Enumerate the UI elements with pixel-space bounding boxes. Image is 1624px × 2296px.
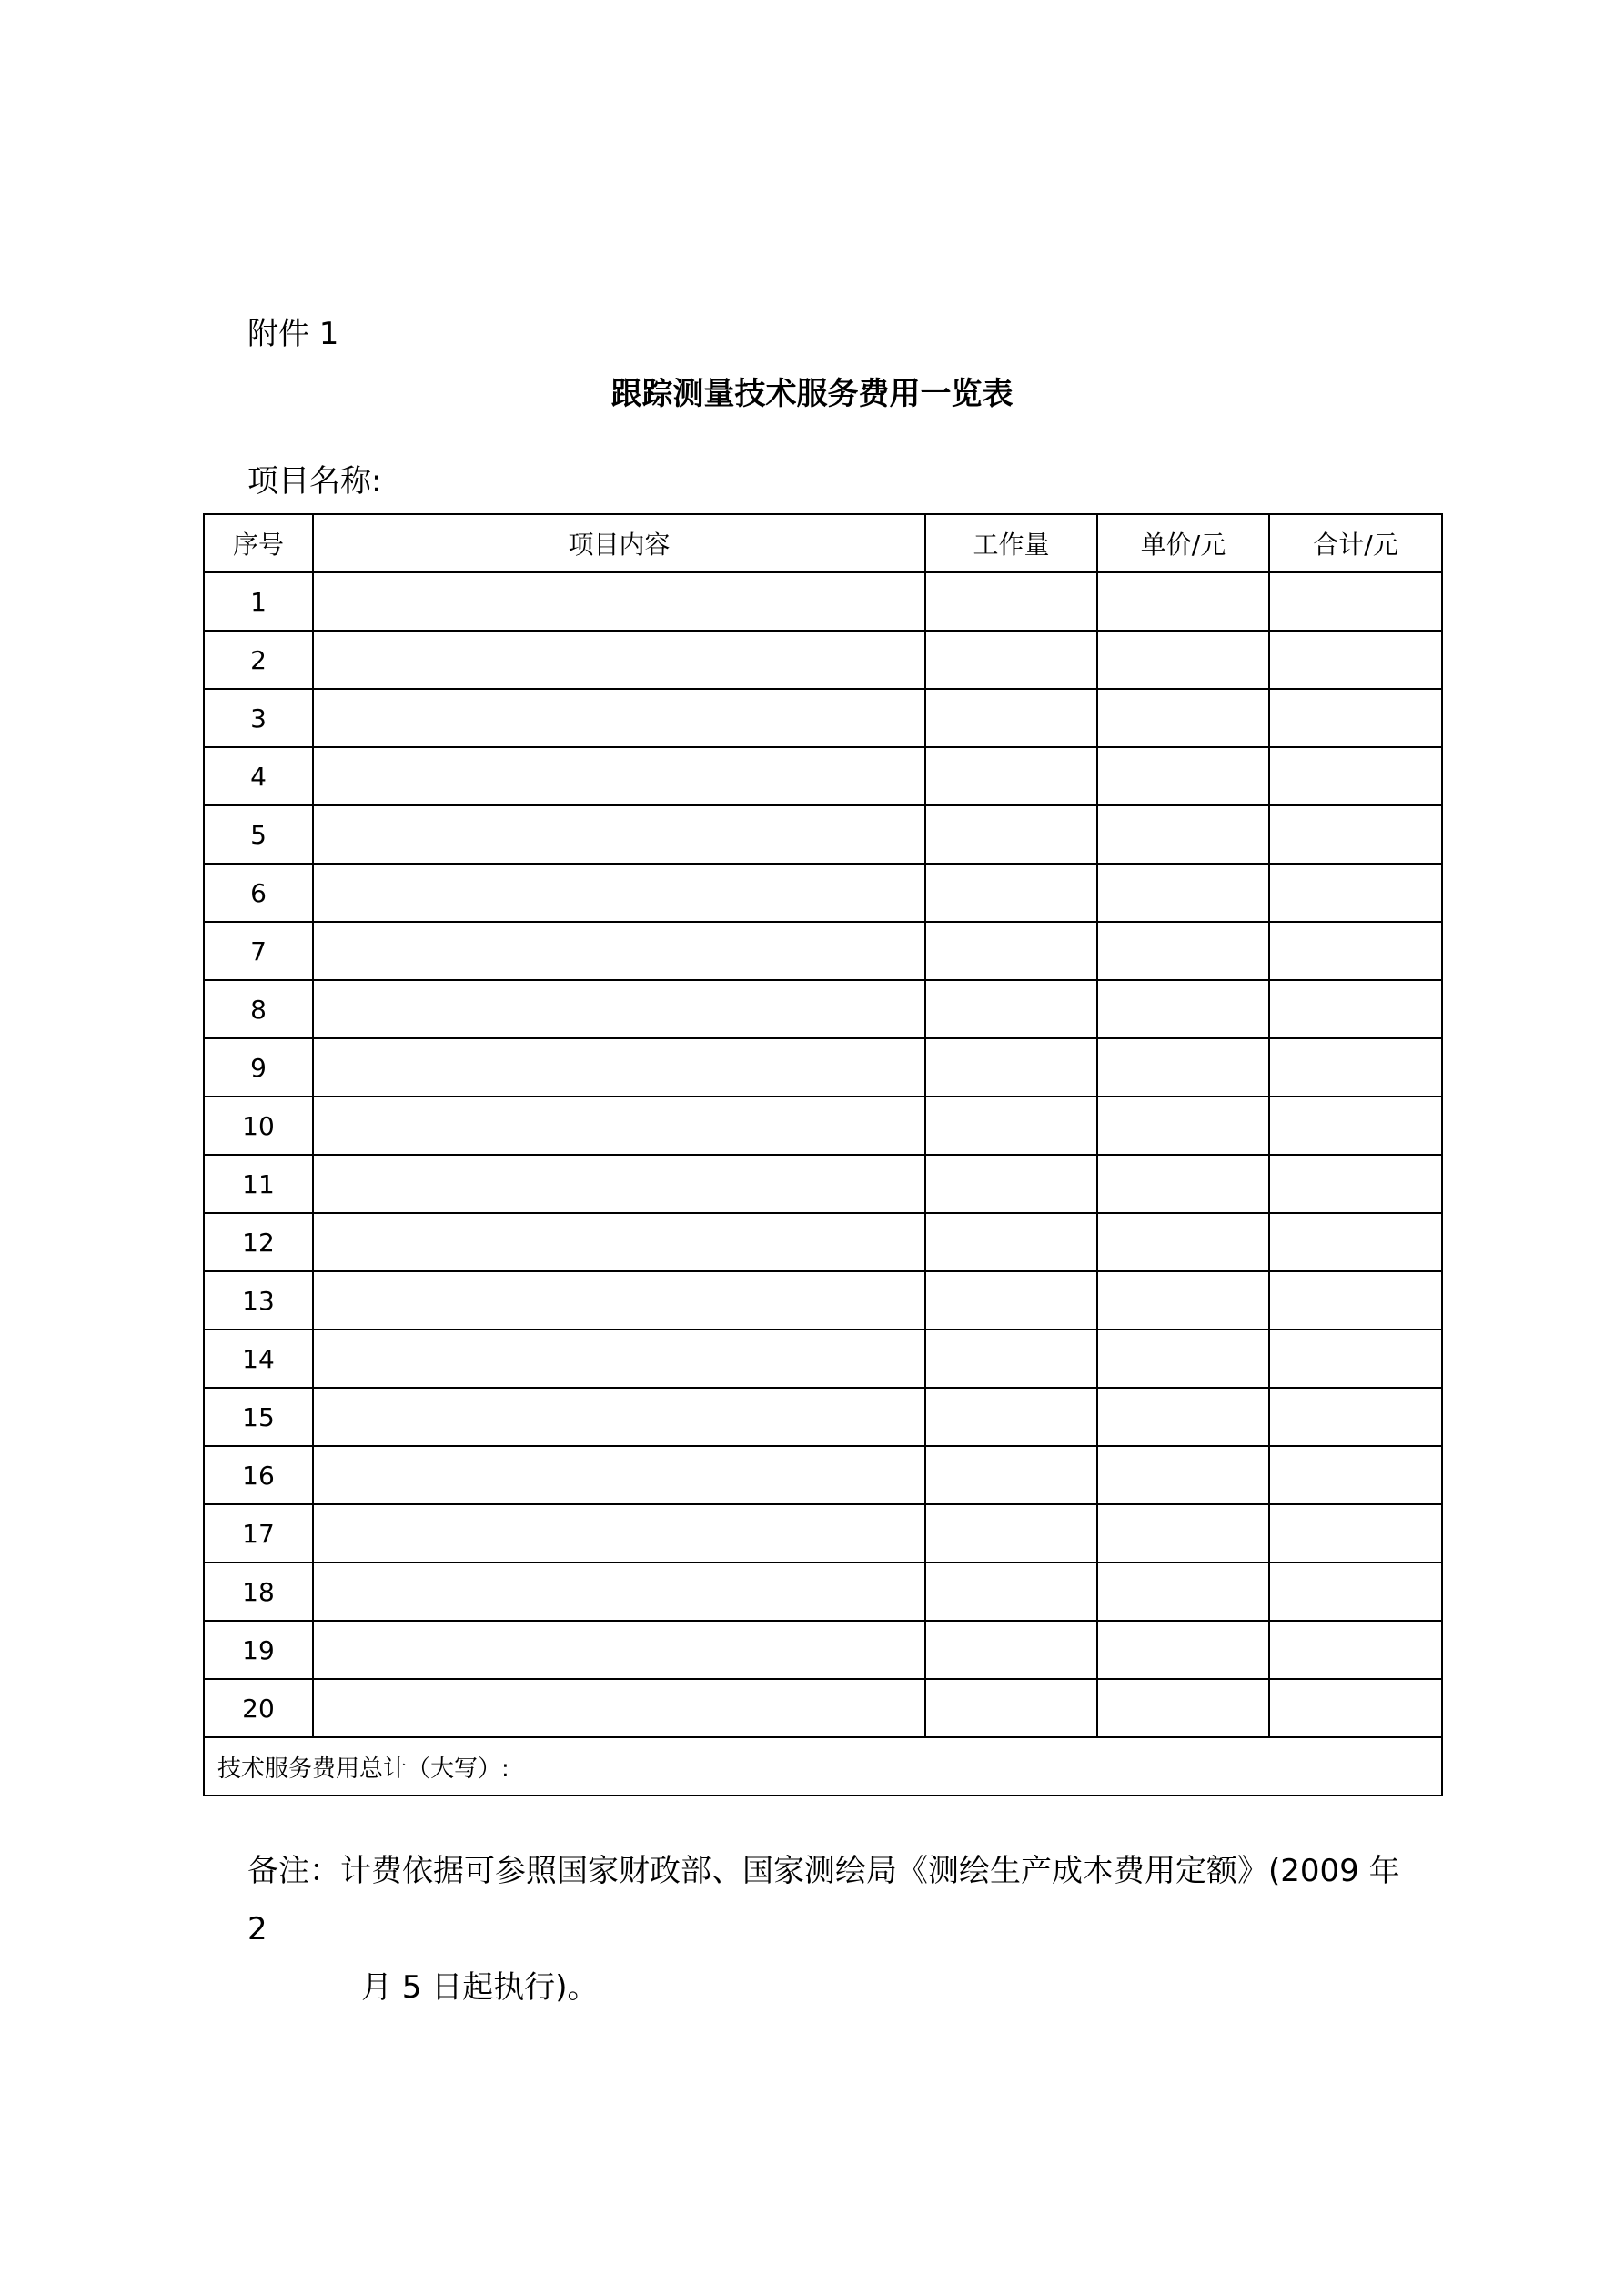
cell-unit-price <box>1097 572 1269 631</box>
cell-total <box>1269 747 1442 805</box>
cell-total <box>1269 1038 1442 1097</box>
cell-unit-price <box>1097 980 1269 1038</box>
cell-no: 15 <box>204 1388 313 1446</box>
cell-no: 9 <box>204 1038 313 1097</box>
cell-workload <box>925 1038 1097 1097</box>
cell-no: 2 <box>204 631 313 689</box>
table-row <box>204 1679 1442 1737</box>
table-header-row <box>204 514 1442 572</box>
cell-no: 11 <box>204 1155 313 1213</box>
cell-total <box>1269 980 1442 1038</box>
cell-workload <box>925 805 1097 864</box>
total-row <box>204 1737 1442 1795</box>
cell-content <box>313 1213 925 1271</box>
table-row <box>204 1330 1442 1388</box>
cell-unit-price <box>1097 1213 1269 1271</box>
cell-workload <box>925 1097 1097 1155</box>
cell-content <box>313 1271 925 1330</box>
cell-content <box>313 1679 925 1737</box>
cell-unit-price <box>1097 805 1269 864</box>
table-row <box>204 1504 1442 1563</box>
table-row <box>204 572 1442 631</box>
total-label: 技术服务费用总计（大写）: <box>204 1737 1442 1795</box>
cell-workload <box>925 864 1097 922</box>
cell-content <box>313 1563 925 1621</box>
note-line-2: 月 5 日起执行)。 <box>361 1969 599 2006</box>
cell-content <box>313 1097 925 1155</box>
column-header-no: 序号 <box>204 514 313 572</box>
cell-total <box>1269 689 1442 747</box>
cell-unit-price <box>1097 1679 1269 1737</box>
table-row <box>204 1213 1442 1271</box>
cell-unit-price <box>1097 1155 1269 1213</box>
note <box>247 1842 1421 2017</box>
cell-content <box>313 864 925 922</box>
cell-total <box>1269 1504 1442 1563</box>
table-row <box>204 1271 1442 1330</box>
table-row <box>204 980 1442 1038</box>
cell-total <box>1269 1155 1442 1213</box>
cell-unit-price <box>1097 1446 1269 1504</box>
cell-unit-price <box>1097 689 1269 747</box>
cell-no: 18 <box>204 1563 313 1621</box>
cell-content <box>313 1504 925 1563</box>
table-row <box>204 864 1442 922</box>
cell-content <box>313 1330 925 1388</box>
cell-workload <box>925 689 1097 747</box>
cell-total <box>1269 805 1442 864</box>
cell-workload <box>925 1504 1097 1563</box>
cell-content <box>313 689 925 747</box>
cell-workload <box>925 572 1097 631</box>
cell-workload <box>925 1330 1097 1388</box>
table-row <box>204 1038 1442 1097</box>
cell-total <box>1269 1621 1442 1679</box>
cell-workload <box>925 1213 1097 1271</box>
cell-unit-price <box>1097 747 1269 805</box>
column-header-unit-price: 单价/元 <box>1097 514 1269 572</box>
cell-workload <box>925 1271 1097 1330</box>
cell-workload <box>925 747 1097 805</box>
cell-workload <box>925 1679 1097 1737</box>
cell-no: 16 <box>204 1446 313 1504</box>
cell-unit-price <box>1097 1330 1269 1388</box>
table-row <box>204 631 1442 689</box>
cell-total <box>1269 1388 1442 1446</box>
cell-workload <box>925 1155 1097 1213</box>
cell-content <box>313 747 925 805</box>
cell-unit-price <box>1097 864 1269 922</box>
cell-content <box>313 1038 925 1097</box>
cell-total <box>1269 922 1442 980</box>
cell-total <box>1269 1271 1442 1330</box>
cell-workload <box>925 1621 1097 1679</box>
cell-total <box>1269 1563 1442 1621</box>
cell-total <box>1269 1330 1442 1388</box>
cell-unit-price <box>1097 1388 1269 1446</box>
cell-no: 8 <box>204 980 313 1038</box>
table-row <box>204 1563 1442 1621</box>
cell-content <box>313 1388 925 1446</box>
cell-content <box>313 572 925 631</box>
cell-unit-price <box>1097 1621 1269 1679</box>
cell-total <box>1269 572 1442 631</box>
cell-workload <box>925 922 1097 980</box>
cell-no: 17 <box>204 1504 313 1563</box>
cell-content <box>313 631 925 689</box>
cell-content <box>313 805 925 864</box>
cell-unit-price <box>1097 1504 1269 1563</box>
cell-total <box>1269 1213 1442 1271</box>
cell-content <box>313 980 925 1038</box>
cell-content <box>313 1155 925 1213</box>
cell-no: 1 <box>204 572 313 631</box>
cell-unit-price <box>1097 1271 1269 1330</box>
table-row <box>204 1446 1442 1504</box>
table-row <box>204 689 1442 747</box>
cell-content <box>313 1621 925 1679</box>
cell-workload <box>925 1388 1097 1446</box>
cell-unit-price <box>1097 1563 1269 1621</box>
fee-table <box>203 513 1443 1796</box>
column-header-total: 合计/元 <box>1269 514 1442 572</box>
cell-no: 12 <box>204 1213 313 1271</box>
cell-no: 6 <box>204 864 313 922</box>
attachment-label: 附件 1 <box>247 316 339 352</box>
table-row <box>204 805 1442 864</box>
table-row <box>204 747 1442 805</box>
column-header-workload: 工作量 <box>925 514 1097 572</box>
table-row <box>204 1388 1442 1446</box>
cell-total <box>1269 1097 1442 1155</box>
cell-content <box>313 1446 925 1504</box>
cell-no: 10 <box>204 1097 313 1155</box>
cell-workload <box>925 1446 1097 1504</box>
cell-no: 20 <box>204 1679 313 1737</box>
cell-content <box>313 922 925 980</box>
cell-total <box>1269 1446 1442 1504</box>
cell-no: 14 <box>204 1330 313 1388</box>
note-line-1: 备注：计费依据可参照国家财政部、国家测绘局《测绘生产成本费用定额》(2009 年 2 <box>247 1853 1400 1947</box>
cell-no: 19 <box>204 1621 313 1679</box>
cell-no: 7 <box>204 922 313 980</box>
cell-total <box>1269 864 1442 922</box>
page-title: 跟踪测量技术服务费用一览表 <box>610 376 1014 412</box>
table-row <box>204 1097 1442 1155</box>
cell-no: 3 <box>204 689 313 747</box>
table-row <box>204 1621 1442 1679</box>
cell-workload <box>925 980 1097 1038</box>
cell-unit-price <box>1097 1038 1269 1097</box>
project-name-label: 项目名称: <box>247 463 382 500</box>
cell-total <box>1269 1679 1442 1737</box>
cell-no: 5 <box>204 805 313 864</box>
table-body <box>204 572 1442 1737</box>
table-row <box>204 922 1442 980</box>
cell-unit-price <box>1097 631 1269 689</box>
cell-no: 4 <box>204 747 313 805</box>
cell-workload <box>925 1563 1097 1621</box>
cell-total <box>1269 631 1442 689</box>
cell-workload <box>925 631 1097 689</box>
cell-unit-price <box>1097 922 1269 980</box>
table-row <box>204 1155 1442 1213</box>
column-header-content: 项目内容 <box>313 514 925 572</box>
cell-unit-price <box>1097 1097 1269 1155</box>
cell-no: 13 <box>204 1271 313 1330</box>
